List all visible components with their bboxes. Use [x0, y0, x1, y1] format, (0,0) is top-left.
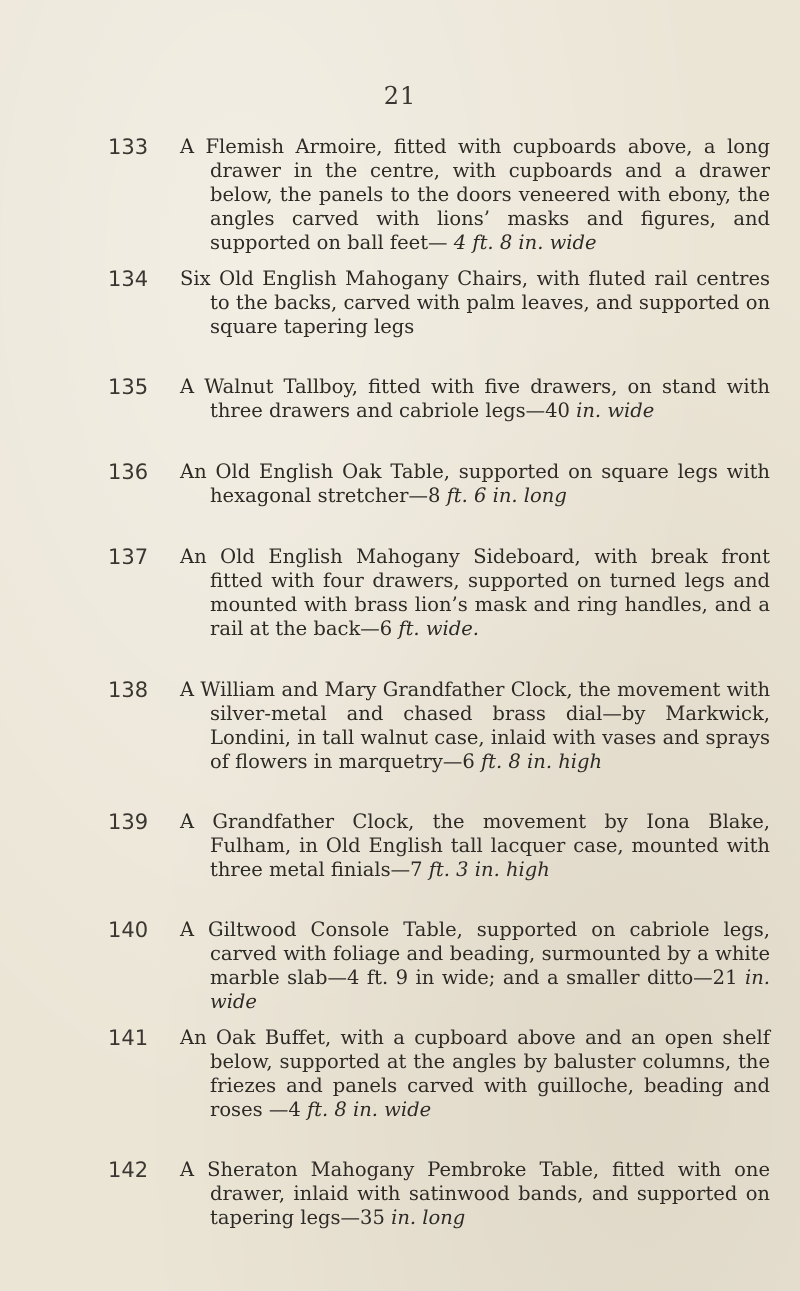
lot-number: 136 — [108, 460, 149, 484]
lot-description-text: Six Old English Mahogany Chairs, with fluted rail centres to the backs, carved with palm leaves, and supported on square tapering legs — [180, 267, 770, 338]
lot-number: 133 — [108, 135, 149, 159]
lot-description — [180, 267, 770, 339]
lot-description — [180, 1026, 770, 1122]
lot-measurement: ft. 8 in. high — [480, 750, 603, 773]
lot-measurement: in. wide — [576, 399, 655, 422]
lot-description-text: A Sheraton Mahogany Pembroke Table, fitted with one drawer, inlaid with satinwood bands, and supported on tapering legs—35 — [180, 1158, 770, 1229]
lot-description — [180, 545, 770, 641]
lot-measurement: in. long — [391, 1206, 466, 1229]
lot-number: 142 — [108, 1158, 149, 1182]
lot-description — [180, 135, 770, 255]
lot-description — [180, 810, 770, 882]
lot-number: 139 — [108, 810, 149, 834]
lot-description-text: An Oak Buffet, with a cupboard above and an open shelf below, supported at the angles by baluster columns, the friezes and panels carved with guilloche, beading and roses —4 — [180, 1026, 770, 1121]
lot-description-text: A Grandfather Clock, the movement by Iona Blake, Fulham, in Old English tall lacquer case, mounted with three metal finials—7 — [180, 810, 770, 881]
lot-description-text: A Flemish Armoire, fitted with cupboards above, a long drawer in the centre, with cupboards and a drawer below, the panels to the doors veneered with ebony, the angles carved with lions’ masks and figures, and supported on ball feet— — [180, 135, 770, 254]
lot-measurement: ft. 3 in. high — [428, 858, 550, 881]
lot-description-text: An Old English Mahogany Sideboard, with break front fitted with four drawers, supported on turned legs and mounted with brass lion’s mask and ring handles, and a rail at the back—6 — [180, 545, 770, 640]
lot-measurement: in. wide — [210, 966, 770, 1013]
lot-description-text: A William and Mary Grandfather Clock, the movement with silver-metal and chased brass dial—by Markwick, Londini, in tall walnut case, inlaid with vases and sprays of flowers in marquetry—6 — [180, 678, 770, 773]
lot-description — [180, 375, 770, 423]
lot-description-text: A Walnut Tallboy, fitted with five drawers, on stand with three drawers and cabriole legs—40 — [180, 375, 770, 422]
lot-number: 137 — [108, 545, 149, 569]
lot-measurement: ft. wide. — [398, 617, 479, 640]
lot-description — [180, 460, 770, 508]
lot-number: 138 — [108, 678, 149, 702]
lot-number: 135 — [108, 375, 149, 399]
lot-measurement: ft. 6 in. long — [446, 484, 567, 507]
page-number: 21 — [383, 82, 417, 110]
lot-description-text: An Old English Oak Table, supported on square legs with hexagonal stretcher—8 — [180, 460, 770, 507]
lot-number: 134 — [108, 267, 149, 291]
lot-description — [180, 918, 770, 1014]
lot-number: 140 — [108, 918, 149, 942]
lot-number: 141 — [108, 1026, 149, 1050]
lot-description-text: A Giltwood Console Table, supported on cabriole legs, carved with foliage and beading, surmounted by a white marble slab—4 ft. 9 in wide; and a smaller ditto—21 — [180, 918, 770, 989]
lot-measurement: 4 ft. 8 in. wide — [453, 231, 597, 254]
lot-measurement: ft. 8 in. wide — [306, 1098, 432, 1121]
lot-description — [180, 678, 770, 774]
lot-description — [180, 1158, 770, 1230]
